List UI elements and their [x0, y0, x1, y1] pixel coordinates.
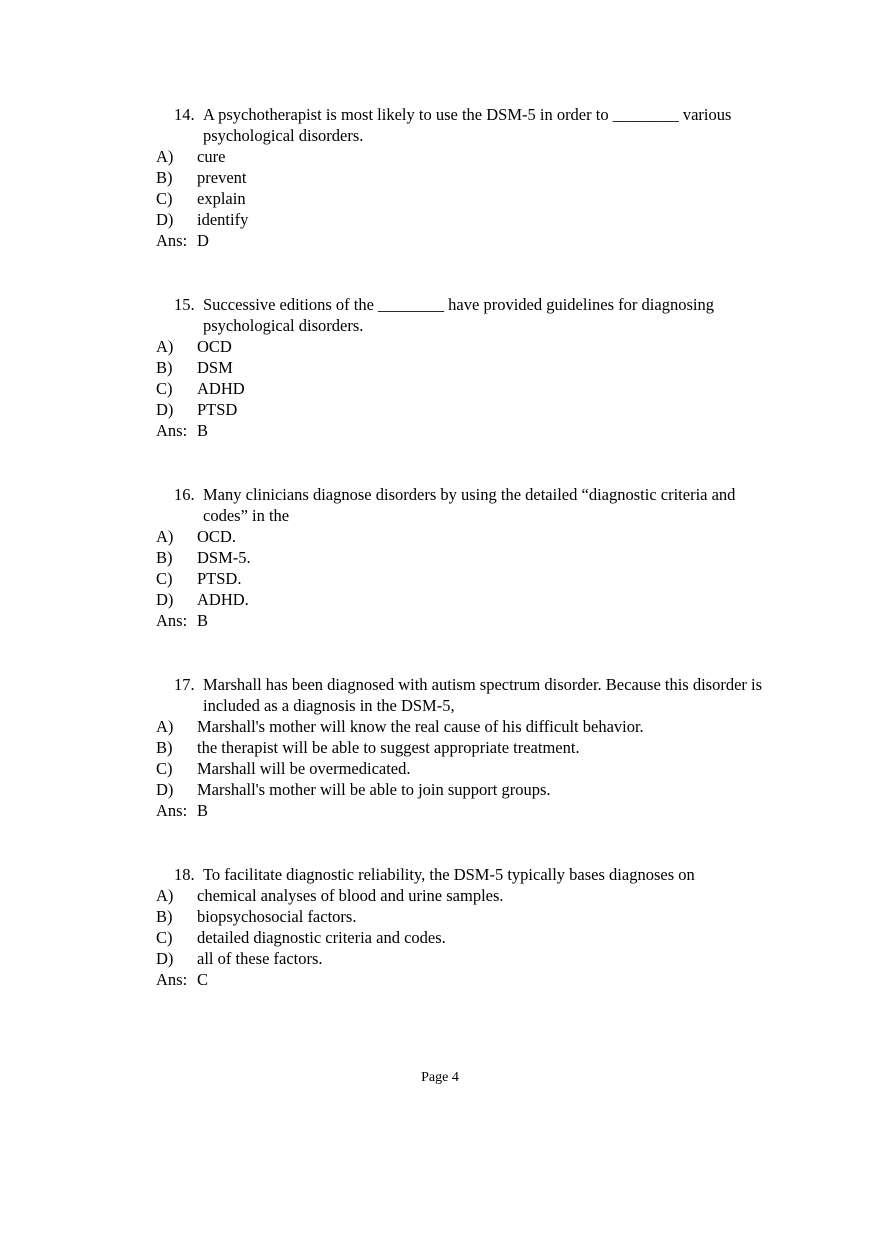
option-letter: C) [156, 189, 173, 208]
option-letter: D) [156, 949, 174, 968]
question-text: Marshall has been diagnosed with autism spectrum disorder. Because this disorder is included as a diagnosis in the DSM-5, [203, 675, 763, 715]
option-text: Marshall's mother will know the real cause of his difficult behavior. [197, 717, 644, 736]
option-d [0, 209, 880, 230]
question-14 [0, 104, 880, 251]
question-number: 15. [174, 295, 195, 314]
option-text: ADHD. [197, 590, 249, 609]
question-text: Many clinicians diagnose disorders by using the detailed “diagnostic criteria and codes” in the [203, 485, 736, 525]
option-letter: A) [156, 147, 174, 166]
answer-line [0, 610, 880, 631]
question-17 [0, 674, 880, 821]
option-text: all of these factors. [197, 949, 323, 968]
answer-line [0, 230, 880, 251]
option-d [0, 399, 880, 420]
answer-line [0, 969, 880, 990]
page-number: Page 4 [421, 1070, 459, 1085]
answer-value: B [197, 421, 209, 440]
option-b [0, 737, 880, 758]
question-number: 16. [174, 485, 195, 504]
option-letter: A) [156, 886, 174, 905]
option-letter: B) [156, 907, 173, 926]
option-letter: C) [156, 928, 173, 947]
option-text: the therapist will be able to suggest appropriate treatment. [197, 738, 580, 757]
question-stem [0, 104, 880, 146]
option-c [0, 927, 880, 948]
answer-label: Ans: [156, 611, 188, 630]
option-d [0, 589, 880, 610]
option-text: OCD. [197, 527, 236, 546]
option-letter: C) [156, 569, 173, 588]
question-16 [0, 484, 880, 631]
option-a [0, 885, 880, 906]
option-letter: D) [156, 210, 174, 229]
option-text: PTSD [197, 400, 238, 419]
option-letter: A) [156, 527, 174, 546]
option-letter: C) [156, 379, 173, 398]
question-stem [0, 484, 880, 526]
option-text: OCD [197, 337, 232, 356]
option-letter: C) [156, 759, 173, 778]
answer-label: Ans: [156, 231, 188, 250]
question-text: A psychotherapist is most likely to use the DSM-5 in order to ________ various psychological disorders. [203, 105, 732, 145]
option-d [0, 779, 880, 800]
option-letter: B) [156, 358, 173, 377]
option-b [0, 906, 880, 927]
option-c [0, 758, 880, 779]
option-text: prevent [197, 168, 247, 187]
option-a [0, 146, 880, 167]
option-text: DSM-5. [197, 548, 251, 567]
option-text: DSM [197, 358, 233, 377]
answer-label: Ans: [156, 970, 188, 989]
option-text: explain [197, 189, 246, 208]
option-letter: D) [156, 780, 174, 799]
answer-value: B [197, 801, 209, 820]
option-text: detailed diagnostic criteria and codes. [197, 928, 446, 947]
question-stem [0, 674, 880, 716]
option-letter: A) [156, 717, 174, 736]
option-a [0, 336, 880, 357]
option-letter: B) [156, 168, 173, 187]
question-18 [0, 864, 880, 990]
question-number: 18. [174, 865, 195, 884]
question-stem [0, 864, 880, 885]
option-b [0, 547, 880, 568]
answer-value: B [197, 611, 209, 630]
option-b [0, 167, 880, 188]
option-text: chemical analyses of blood and urine samples. [197, 886, 504, 905]
option-letter: B) [156, 548, 173, 567]
question-15 [0, 294, 880, 441]
question-number: 17. [174, 675, 195, 694]
answer-line [0, 420, 880, 441]
option-c [0, 188, 880, 209]
question-text: Successive editions of the ________ have provided guidelines for diagnosing psychological disorders. [203, 295, 714, 335]
question-text: To facilitate diagnostic reliability, the DSM-5 typically bases diagnoses on [203, 865, 695, 884]
option-c [0, 378, 880, 399]
option-letter: D) [156, 590, 174, 609]
option-letter: A) [156, 337, 174, 356]
option-letter: D) [156, 400, 174, 419]
answer-value: C [197, 970, 209, 989]
question-stem [0, 294, 880, 336]
answer-label: Ans: [156, 801, 188, 820]
option-text: Marshall will be overmedicated. [197, 759, 411, 778]
option-text: cure [197, 147, 226, 166]
option-d [0, 948, 880, 969]
option-text: identify [197, 210, 249, 229]
option-text: ADHD [197, 379, 245, 398]
question-number: 14. [174, 105, 195, 124]
option-b [0, 357, 880, 378]
option-c [0, 568, 880, 589]
option-a [0, 716, 880, 737]
answer-value: D [197, 231, 209, 250]
answer-line [0, 800, 880, 821]
option-a [0, 526, 880, 547]
option-text: biopsychosocial factors. [197, 907, 357, 926]
option-letter: B) [156, 738, 173, 757]
option-text: PTSD. [197, 569, 242, 588]
answer-label: Ans: [156, 421, 188, 440]
option-text: Marshall's mother will be able to join support groups. [197, 780, 551, 799]
